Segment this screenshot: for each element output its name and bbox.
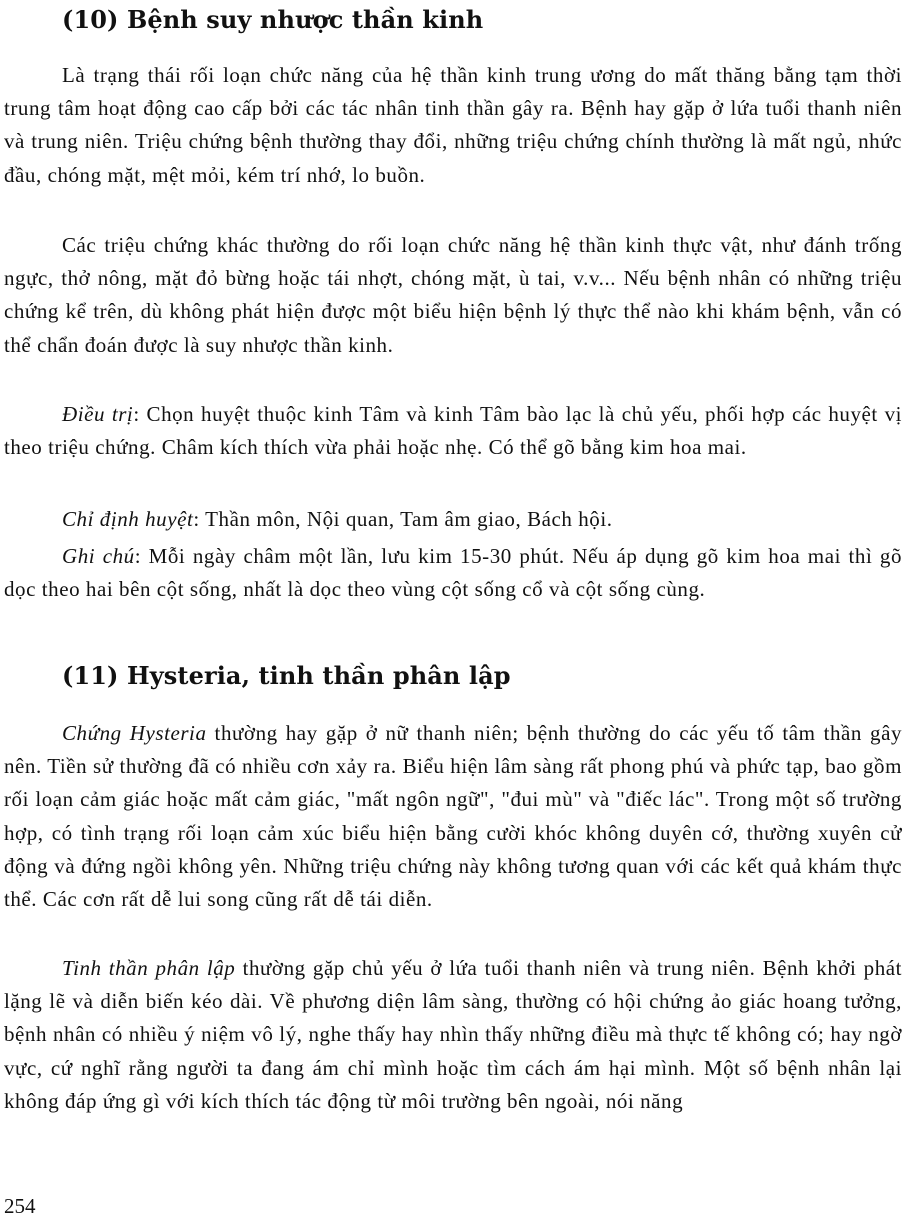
page-number: 254	[4, 1194, 36, 1218]
schizophrenia-text: thường gặp chủ yếu ở lứa tuổi thanh niên và trung niên. Bệnh khởi phát lặng lẽ và diễn biến kéo dài. Về phương diện lâm sàng, thường có hội chứng ảo giác hoang tưởng, bệnh nhân có nhiều ý niệm vô lý, nghe thấy hay nhìn thấy những điều mà thực tế không có; hay ngờ vực, cứ nghĩ rằng người ta đang ám chỉ mình hoặc tìm cách ám hại mình. Một số bệnh nhân lại không đáp ứng gì với kích thích tác động từ môi trường bên ngoài, nói năng	[4, 956, 902, 1113]
note-text: : Mỗi ngày châm một lần, lưu kim 15-30 phút. Nếu áp dụng gõ kim hoa mai thì gõ dọc theo hai bên cột sống, nhất là dọc theo vùng cột sống cổ và cột sống cùng.	[4, 544, 902, 602]
paragraph-symptoms: Các triệu chứng khác thường do rối loạn chức năng hệ thần kinh thực vật, như đánh trống ngực, thở nông, mặt đỏ bừng hoặc tái nhợt, chóng mặt, ù tai, v.v... Nếu bệnh nhân có những triệu chứng kể trên, dù không phát hiện được một biểu hiện bệnh lý thực thể nào khi khám bệnh, vẫn có thể chẩn đoán được là suy nhược thần kinh.	[4, 233, 902, 357]
schizophrenia-label: Tinh thần phân lập	[62, 956, 236, 980]
hysteria-text: thường hay gặp ở nữ thanh niên; bệnh thường do các yếu tố tâm thần gây nên. Tiền sử thường đã có nhiều cơn xảy ra. Biểu hiện lâm sàng rất phong phú và phức tạp, bao gồm rối loạn cảm giác hoặc mất cảm giác, "mất ngôn ngữ", "đui mù" và "điếc lác". Trong một số trường hợp, có tình trạng rối loạn cảm xúc biểu hiện bằng cười khóc không duyên cớ, thường xuyên cử động và đứng ngồi không yên. Những triệu chứng này không tương quan với các kết quả khám thực thể. Các cơn rất dễ lui song cũng rất dễ tái diễn.	[4, 721, 903, 912]
paragraph-note	[4, 540, 902, 606]
paragraph-definition: Là trạng thái rối loạn chức năng của hệ thần kinh trung ương do mất thăng bằng tạm thời trung tâm hoạt động cao cấp bởi các tác nhân tinh thần gây ra. Bệnh hay gặp ở lứa tuổi thanh niên và trung niên. Triệu chứng bệnh thường thay đổi, những triệu chứng chính thường là mất ngủ, nhức đầu, chóng mặt, mệt mỏi, kém trí nhớ, lo buồn.	[4, 63, 902, 187]
treatment-text: : Chọn huyệt thuộc kinh Tâm và kinh Tâm bào lạc là chủ yếu, phối hợp các huyệt vị theo triệu chứng. Châm kích thích vừa phải hoặc nhẹ. Có thể gõ bằng kim hoa mai.	[4, 402, 903, 460]
book-page	[4, 0, 902, 1221]
treatment-label: Điều trị	[62, 402, 134, 426]
section-heading-10: (10) Bệnh suy nhược thần kinh	[62, 5, 484, 34]
hysteria-label: Chứng Hysteria	[62, 721, 207, 745]
note-label: Ghi chú	[62, 544, 135, 568]
paragraph-treatment	[4, 398, 902, 464]
acupoints-label: Chỉ định huyệt	[62, 507, 194, 531]
paragraph-hysteria	[4, 717, 902, 916]
paragraph-schizophrenia	[4, 952, 902, 1118]
section-heading-11: (11) Hysteria, tinh thần phân lập	[62, 661, 511, 690]
acupoints-text: : Thần môn, Nội quan, Tam âm giao, Bách hội.	[193, 507, 613, 531]
paragraph-acupoints	[4, 503, 902, 536]
